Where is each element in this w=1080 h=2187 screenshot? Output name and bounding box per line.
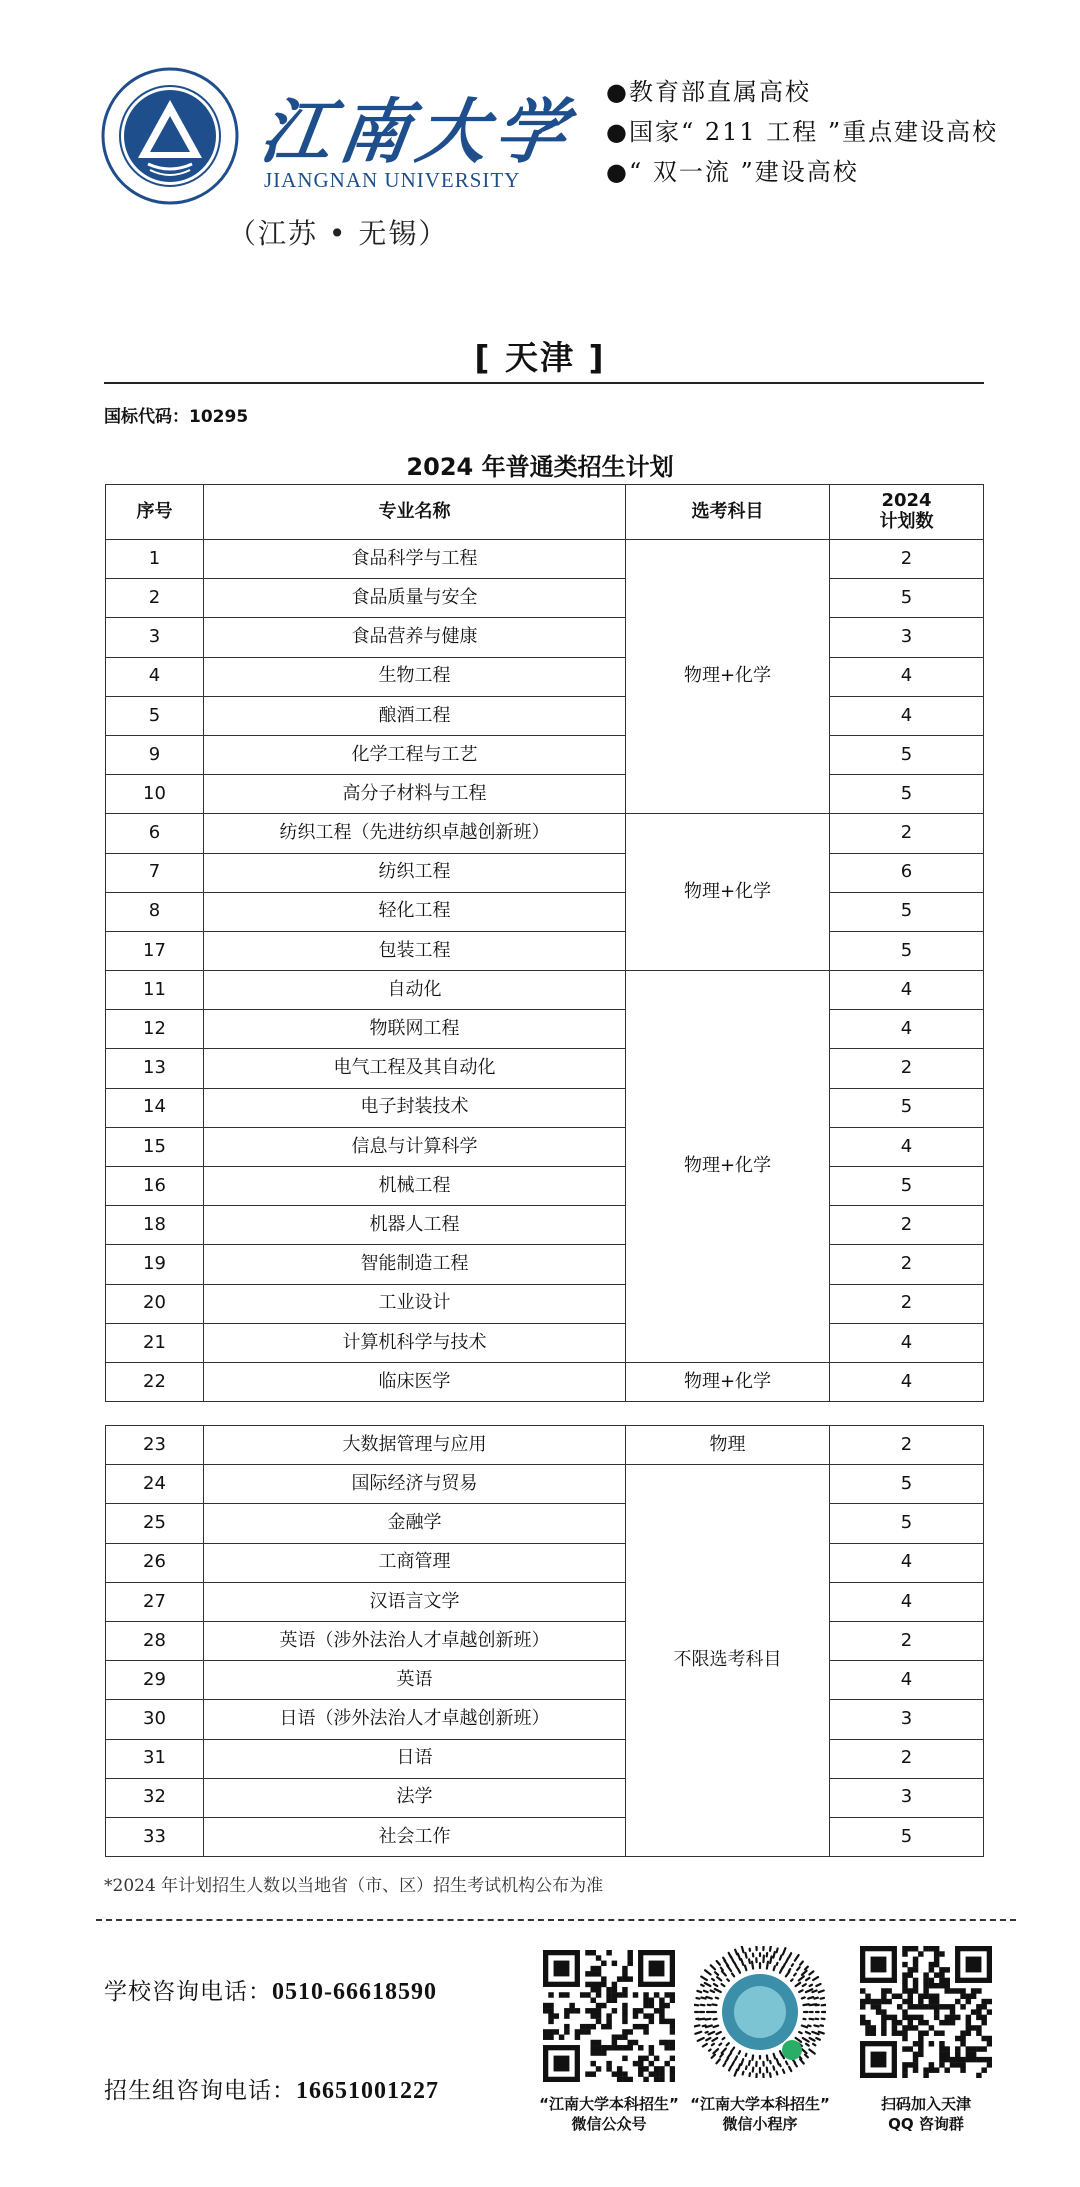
qr-caption: [670, 2094, 850, 2134]
national-code: 国标代码：10295: [104, 407, 249, 427]
cell-count: 4: [830, 1543, 984, 1582]
table-row: [106, 892, 984, 931]
location-label: （江苏 • 无锡）: [228, 217, 449, 250]
cell-count: 4: [830, 1323, 984, 1362]
cell-count: 5: [830, 892, 984, 931]
cell-no: 6: [106, 814, 204, 853]
cell-no: 18: [106, 1206, 204, 1245]
cell-major: 临床医学: [204, 1362, 626, 1401]
table-row: [106, 1778, 984, 1817]
qr-caption-line: QQ 咨询群: [888, 2115, 964, 2133]
cell-major: 酿酒工程: [204, 696, 626, 735]
cell-count: 5: [830, 775, 984, 814]
table-row: [106, 1817, 984, 1856]
table-row: [106, 540, 984, 579]
cell-count: 5: [830, 1167, 984, 1206]
cell-major: 机器人工程: [204, 1206, 626, 1245]
cell-no: 4: [106, 657, 204, 696]
cell-count: 4: [830, 1661, 984, 1700]
region-title: [ 天津 ]: [474, 338, 606, 377]
school-phone-label: 学校咨询电话：: [104, 1979, 272, 2005]
table-row: [106, 696, 984, 735]
cell-major: 日语: [204, 1739, 626, 1778]
table-row: [106, 1010, 984, 1049]
table-row: [106, 1049, 984, 1088]
cell-major: 社会工作: [204, 1817, 626, 1856]
table-row: [106, 775, 984, 814]
school-phone-line: [104, 1973, 437, 2006]
cell-no: 20: [106, 1284, 204, 1323]
cell-count: 2: [830, 1206, 984, 1245]
cell-no: 1: [106, 540, 204, 579]
cell-count: 5: [830, 1088, 984, 1127]
cell-count: 2: [830, 1621, 984, 1660]
team-phone-number: 16651001227: [296, 2078, 439, 2104]
cell-major: 信息与计算科学: [204, 1127, 626, 1166]
cell-count: 5: [830, 931, 984, 970]
cell-count: 2: [830, 814, 984, 853]
enrollment-table-general: [105, 1425, 984, 1857]
cell-subject: 物理+化学: [626, 971, 830, 1363]
column-header-no: 序号: [106, 485, 204, 540]
cell-subject: 物理+化学: [626, 540, 830, 814]
cell-count: 3: [830, 1700, 984, 1739]
cell-count: 6: [830, 853, 984, 892]
team-phone-label: 招生组咨询电话：: [104, 2078, 296, 2104]
table-row: [106, 1582, 984, 1621]
cell-subject: 物理+化学: [626, 814, 830, 971]
cell-major: 纺织工程: [204, 853, 626, 892]
table-row: [106, 853, 984, 892]
cell-no: 21: [106, 1323, 204, 1362]
cell-no: 31: [106, 1739, 204, 1778]
cell-count: 3: [830, 618, 984, 657]
table-row: [106, 1426, 984, 1465]
cell-no: 16: [106, 1167, 204, 1206]
table-row: [106, 1127, 984, 1166]
table-row: [106, 1167, 984, 1206]
table-row: [106, 1088, 984, 1127]
cell-no: 22: [106, 1362, 204, 1401]
cell-no: 2: [106, 579, 204, 618]
table-row: [106, 735, 984, 774]
cell-subject: 物理: [626, 1426, 830, 1465]
cell-count: 2: [830, 1245, 984, 1284]
cell-no: 33: [106, 1817, 204, 1856]
cell-count: 4: [830, 971, 984, 1010]
cell-major: 物联网工程: [204, 1010, 626, 1049]
table-row: [106, 1245, 984, 1284]
cell-major: 机械工程: [204, 1167, 626, 1206]
table-row: [106, 657, 984, 696]
table-row: [106, 971, 984, 1010]
table-row: [106, 1661, 984, 1700]
cell-count: 4: [830, 696, 984, 735]
cell-major: 电气工程及其自动化: [204, 1049, 626, 1088]
qr-caption-line: 微信小程序: [722, 2115, 798, 2133]
cell-no: 9: [106, 735, 204, 774]
cell-count: 5: [830, 1465, 984, 1504]
cell-major: 食品质量与安全: [204, 579, 626, 618]
wechat-mini-program-code[interactable]: [694, 1946, 826, 2078]
cell-major: 食品营养与健康: [204, 618, 626, 657]
table-row: [106, 1206, 984, 1245]
cell-major: 计算机科学与技术: [204, 1323, 626, 1362]
cell-major: 法学: [204, 1778, 626, 1817]
cell-no: 13: [106, 1049, 204, 1088]
cell-no: 19: [106, 1245, 204, 1284]
cell-no: 32: [106, 1778, 204, 1817]
cell-major: 电子封装技术: [204, 1088, 626, 1127]
feature-item: ●国家“ 211 工程 ”重点建设高校: [606, 118, 999, 146]
qr-caption-line: 微信公众号: [571, 2115, 647, 2133]
cell-major: 大数据管理与应用: [204, 1426, 626, 1465]
qr-caption-line: 扫码加入天津: [880, 2095, 971, 2113]
cell-major: 高分子材料与工程: [204, 775, 626, 814]
qr-caption-line: “江南大学本科招生”: [539, 2095, 679, 2113]
cell-count: 2: [830, 1049, 984, 1088]
cell-count: 2: [830, 1426, 984, 1465]
cell-major: 日语（涉外法治人才卓越创新班）: [204, 1700, 626, 1739]
cell-no: 25: [106, 1504, 204, 1543]
cell-no: 3: [106, 618, 204, 657]
cell-major: 工商管理: [204, 1543, 626, 1582]
cell-no: 10: [106, 775, 204, 814]
feature-item: ●教育部直属高校: [606, 78, 811, 106]
qq-group-qr-code[interactable]: [860, 1946, 992, 2078]
cell-no: 11: [106, 971, 204, 1010]
table-row: [106, 579, 984, 618]
cell-no: 29: [106, 1661, 204, 1700]
cell-major: 自动化: [204, 971, 626, 1010]
table-row: [106, 1504, 984, 1543]
table-row: [106, 1543, 984, 1582]
cell-subject: 物理+化学: [626, 1362, 830, 1401]
university-seal-logo: [100, 66, 240, 206]
column-header-count: [830, 485, 984, 540]
cell-no: 30: [106, 1700, 204, 1739]
plan-title: 2024 年普通类招生计划: [406, 453, 674, 481]
cell-no: 27: [106, 1582, 204, 1621]
cell-major: 汉语言文学: [204, 1582, 626, 1621]
column-header-major: 专业名称: [204, 485, 626, 540]
cell-no: 5: [106, 696, 204, 735]
table-row: [106, 931, 984, 970]
divider: [104, 382, 984, 384]
column-header-subject: 选考科目: [626, 485, 830, 540]
cell-no: 24: [106, 1465, 204, 1504]
table-row: [106, 814, 984, 853]
cell-major: 生物工程: [204, 657, 626, 696]
cell-count: 5: [830, 579, 984, 618]
cell-count: 4: [830, 1127, 984, 1166]
cell-major: 英语: [204, 1661, 626, 1700]
cell-subject: 不限选考科目: [626, 1465, 830, 1857]
table-row: [106, 1465, 984, 1504]
cell-count: 5: [830, 1504, 984, 1543]
table-row: [106, 1323, 984, 1362]
qr-caption-line: “江南大学本科招生”: [690, 2095, 830, 2113]
cell-count: 2: [830, 540, 984, 579]
cell-count: 4: [830, 657, 984, 696]
table-row: [106, 1621, 984, 1660]
cell-no: 17: [106, 931, 204, 970]
cell-major: 金融学: [204, 1504, 626, 1543]
university-name-en: JIANGNAN UNIVERSITY: [264, 168, 521, 192]
cell-no: 7: [106, 853, 204, 892]
cell-no: 15: [106, 1127, 204, 1166]
school-phone-number: 0510-66618590: [272, 1979, 437, 2005]
footnote: *2024 年计划招生人数以当地省（市、区）招生考试机构公布为准: [104, 1876, 604, 1896]
cell-major: 化学工程与工艺: [204, 735, 626, 774]
table-row: [106, 1362, 984, 1401]
qr-caption: [836, 2094, 1016, 2134]
cell-no: 14: [106, 1088, 204, 1127]
cell-major: 英语（涉外法治人才卓越创新班）: [204, 1621, 626, 1660]
cell-major: 纺织工程（先进纺织卓越创新班）: [204, 814, 626, 853]
cell-no: 12: [106, 1010, 204, 1049]
cell-major: 食品科学与工程: [204, 540, 626, 579]
cell-count: 4: [830, 1362, 984, 1401]
table-row: [106, 1739, 984, 1778]
cell-major: 国际经济与贸易: [204, 1465, 626, 1504]
column-header-year: 2024: [881, 490, 932, 512]
cell-major: 智能制造工程: [204, 1245, 626, 1284]
university-name-cn: 江南大学: [255, 90, 580, 173]
team-phone-line: [104, 2072, 439, 2105]
cell-count: 3: [830, 1778, 984, 1817]
cell-major: 包装工程: [204, 931, 626, 970]
cell-major: 轻化工程: [204, 892, 626, 931]
cell-no: 23: [106, 1426, 204, 1465]
table-row: [106, 1284, 984, 1323]
cell-major: 工业设计: [204, 1284, 626, 1323]
cell-no: 8: [106, 892, 204, 931]
dashed-divider: [96, 1919, 1016, 1921]
cell-count: 5: [830, 1817, 984, 1856]
cell-count: 5: [830, 735, 984, 774]
cell-count: 4: [830, 1010, 984, 1049]
cell-no: 26: [106, 1543, 204, 1582]
column-header-plan: 计划数: [879, 511, 934, 532]
cell-count: 2: [830, 1284, 984, 1323]
table-row: [106, 618, 984, 657]
cell-count: 4: [830, 1582, 984, 1621]
cell-count: 2: [830, 1739, 984, 1778]
feature-item: ●“ 双一流 ”建设高校: [606, 158, 859, 186]
wechat-official-account-qr-code[interactable]: [543, 1950, 675, 2082]
cell-no: 28: [106, 1621, 204, 1660]
enrollment-table-science: [105, 484, 984, 1402]
table-row: [106, 1700, 984, 1739]
